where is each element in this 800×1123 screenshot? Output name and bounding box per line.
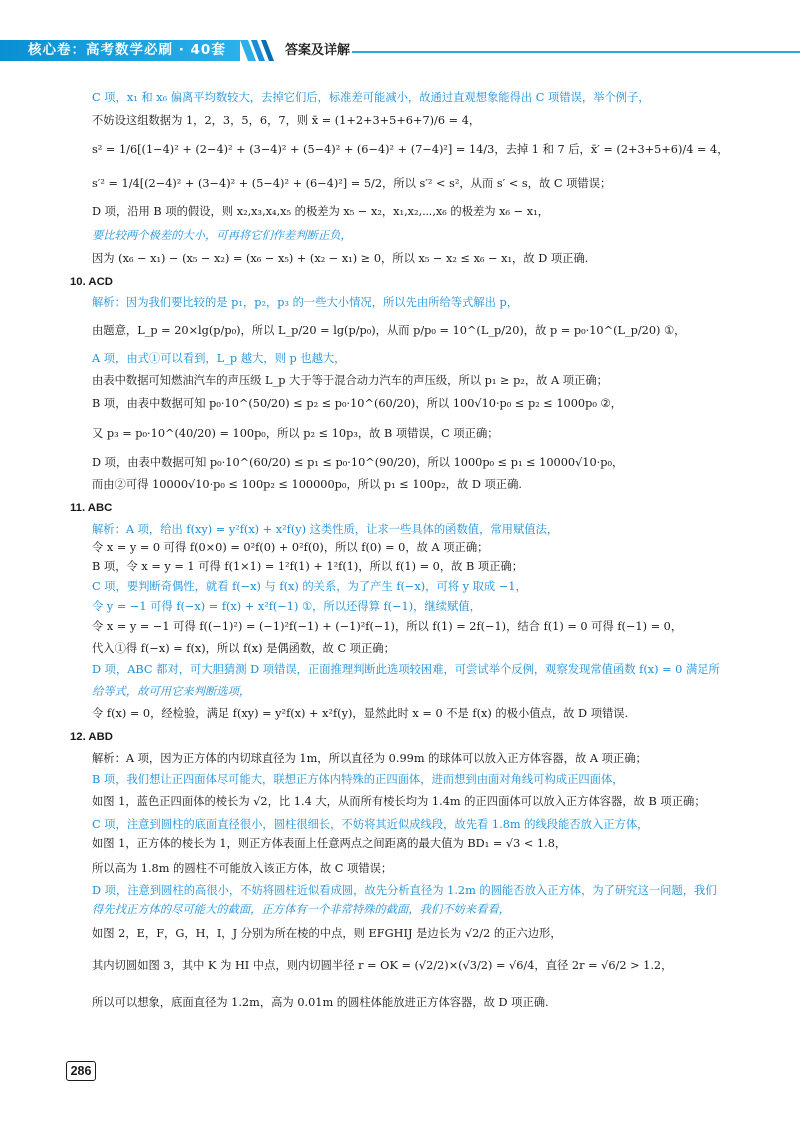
text-line: 如图 1，蓝色正四面体的棱长为 √2，比 1.4 大，从而所有棱长均为 1.4m 的正四面体可以放入正方体容器，故 B 项正确； bbox=[92, 795, 706, 808]
text-line: s² = 1/6[(1−4)² + (2−4)² + (3−4)² + (5−4)² + (6−4)² + (7−4)²] = 14/3，去掉 1 和 7 后，x̄′ = (2+3+5+6)/4 = 4， bbox=[92, 143, 729, 156]
text-line: 所以可以想象，底面直径为 1.2m，高为 0.01m 的圆柱体能放进正方体容器，故 D 项正确. bbox=[92, 996, 549, 1009]
page-header bbox=[0, 0, 800, 62]
text-line: 由题意，L_p = 20×lg(p/p₀)，所以 L_p/20 = lg(p/p₀)，从而 p/p₀ = 10^(L_p/20)，故 p = p₀·10^(L_p/20) ①， bbox=[92, 324, 686, 337]
text-line: B 项，我们想让正四面体尽可能大，联想正方体内特殊的正四面体，进而想到由面对角线可构成正四面体， bbox=[92, 773, 624, 786]
text-line: D 项，沿用 B 项的假设，则 x₂,x₃,x₄,x₅ 的极差为 x₅ − x₂，x₁,x₂,⋯,x₆ 的极差为 x₆ − x₁， bbox=[92, 205, 549, 218]
section-title: 答案及详解 bbox=[285, 43, 351, 58]
text-line: C 项，注意到圆柱的底面直径很小，圆柱很细长，不妨将其近似成线段，故先看 1.8m 的线段能否放入正方体， bbox=[92, 818, 649, 831]
text-line: 由表中数据可知燃油汽车的声压级 L_p 大于等于混合动力汽车的声压级，所以 p₁ ≥ p₂，故 A 项正确； bbox=[92, 374, 608, 387]
text-line: s′² = 1/4[(2−4)² + (3−4)² + (5−4)² + (6−4)²] = 5/2，所以 s′² < s²，从而 s′ < s，故 C 项错误； bbox=[92, 177, 612, 190]
text-line: 解析：因为我们要比较的是 p₁，p₂，p₃ 的一些大小情况，所以先由所给等式解出 p， bbox=[92, 296, 519, 309]
text-line: 要比较两个极差的大小，可再将它们作差判断正负， bbox=[92, 229, 352, 242]
text-line: 解析：A 项，给出 f(xy) = y²f(x) + x²f(y) 这类性质，让求一些具体的函数值，常用赋值法， bbox=[92, 523, 559, 536]
text-line: D 项，ABC 都对，可大胆猜测 D 项错误，正面推理判断此选项较困难，可尝试举个反例，观察发现常值函数 f(x) = 0 满足所 bbox=[92, 663, 720, 676]
question-number: 10. ACD bbox=[70, 276, 113, 288]
text-line: D 项，注意到圆柱的高很小，不妨将圆柱近似看成圆，故先分析直径为 1.2m 的圆能否放入正方体，为了研究这一问题，我们 bbox=[92, 884, 717, 897]
text-line: 不妨设这组数据为 1，2，3，5，6，7，则 x̄ = (1+2+3+5+6+7)/6 = 4， bbox=[92, 114, 481, 127]
text-line: 给等式，故可用它来判断选项， bbox=[92, 685, 251, 698]
text-line: 解析：A 项，因为正方体的内切球直径为 1m，所以直径为 0.99m 的球体可以放入正方体容器，故 A 项正确； bbox=[92, 752, 647, 765]
text-line: C 项，要判断奇偶性，就看 f(−x) 与 f(x) 的关系，为了产生 f(−x)，可将 y 取成 −1， bbox=[92, 580, 527, 593]
text-line: 令 f(x) = 0，经检验，满足 f(xy) = y²f(x) + x²f(y)，显然此时 x = 0 不是 f(x) 的极小值点，故 D 项错误. bbox=[92, 707, 629, 720]
page-number: 286 bbox=[66, 1061, 96, 1081]
text-line: B 项，由表中数据可知 p₀·10^(50/20) ≤ p₂ ≤ p₀·10^(60/20)，所以 100√10·p₀ ≤ p₂ ≤ 1000p₀ ②， bbox=[92, 397, 622, 410]
text-line: 其内切圆如图 3，其中 K 为 HI 中点，则内切圆半径 r = OK = (√2/2)×(√3/2) = √6/4，直径 2r = √6/2 > 1.2， bbox=[92, 959, 673, 972]
text-line: 因为 (x₆ − x₁) − (x₅ − x₂) = (x₆ − x₅) + (x₂ − x₁) ≥ 0，所以 x₅ − x₂ ≤ x₆ − x₁，故 D 项正确. bbox=[92, 252, 589, 265]
book-title: 核心卷：高考数学必刷 · 40套 bbox=[28, 42, 226, 58]
text-line: 而由②可得 10000√10·p₀ ≤ 100p₂ ≤ 100000p₀，所以 p₁ ≤ 100p₂，故 D 项正确. bbox=[92, 478, 522, 491]
header-rule bbox=[352, 51, 800, 53]
text-line: 令 y = −1 可得 f(−x) = f(x) + x²f(−1) ①，所以还得算 f(−1)，继续赋值， bbox=[92, 600, 481, 613]
text-line: 令 x = y = −1 可得 f((−1)²) = (−1)²f(−1) + (−1)²f(−1)，所以 f(1) = 2f(−1)，结合 f(1) = 0 可得 f(−1) = 0， bbox=[92, 620, 683, 633]
question-number: 12. ABD bbox=[70, 731, 113, 743]
text-line: B 项，令 x = y = 1 可得 f(1×1) = 1²f(1) + 1²f(1)，所以 f(1) = 0，故 B 项正确； bbox=[92, 560, 524, 573]
text-line: A 项，由式①可以看到，L_p 越大，则 p 也越大， bbox=[92, 352, 346, 365]
text-line: 又 p₃ = p₀·10^(40/20) = 100p₀，所以 p₂ ≤ 10p₃，故 B 项错误，C 项正确； bbox=[92, 427, 499, 440]
text-line: D 项，由表中数据可知 p₀·10^(60/20) ≤ p₁ ≤ p₀·10^(90/20)，所以 1000p₀ ≤ p₁ ≤ 10000√10·p₀， bbox=[92, 456, 624, 469]
text-line: 如图 2，E，F，G，H，I，J 分别为所在棱的中点，则 EFGHIJ 是边长为 √2/2 的正六边形， bbox=[92, 927, 562, 940]
text-line: C 项，x₁ 和 x₆ 偏离平均数较大，去掉它们后，标准差可能减小，故通过直观想象能得出 C 项错误，举个例子， bbox=[92, 91, 650, 104]
question-number: 11. ABC bbox=[70, 502, 113, 514]
text-line: 如图 1，正方体的棱长为 1，则正方体表面上任意两点之间距离的最大值为 BD₁ = √3 < 1.8， bbox=[92, 837, 567, 850]
text-line: 所以高为 1.8m 的圆柱不可能放入该正方体，故 C 项错误； bbox=[92, 862, 393, 875]
text-line: 得先找正方体的尽可能大的截面，正方体有一个非常特殊的截面，我们不妨来看看， bbox=[92, 903, 510, 916]
text-line: 令 x = y = 0 可得 f(0×0) = 0²f(0) + 0²f(0)，所以 f(0) = 0，故 A 项正确； bbox=[92, 541, 489, 554]
text-line: 代入①得 f(−x) = f(x)，所以 f(x) 是偶函数，故 C 项正确； bbox=[92, 642, 395, 655]
slash-decoration-icon bbox=[240, 40, 274, 61]
